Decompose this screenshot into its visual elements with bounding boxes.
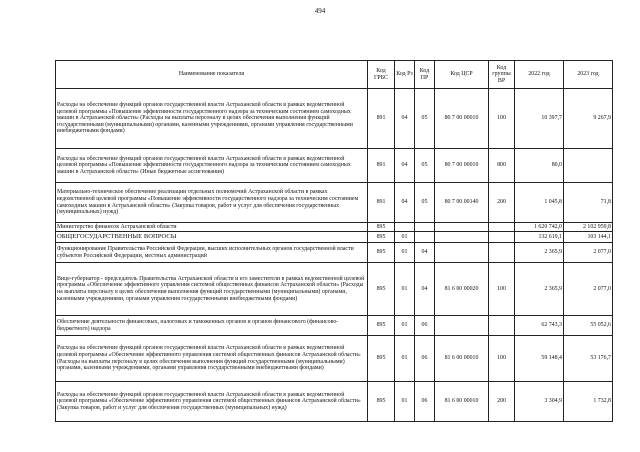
row-2022: 132 619,1 — [515, 232, 564, 243]
row-vr: 100 — [489, 89, 515, 149]
row-name: ОБЩЕГОСУДАРСТВЕННЫЕ ВОПРОСЫ — [56, 232, 368, 243]
row-2022: 2 365,9 — [515, 243, 564, 263]
row-vr: 100 — [489, 263, 515, 316]
table-row — [56, 263, 613, 316]
row-pr: 06 — [415, 336, 435, 382]
row-rz: 01 — [395, 316, 415, 336]
row-grbs: 895 — [368, 232, 395, 243]
row-2022: 62 743,3 — [515, 316, 564, 336]
header-rz: Код Рз — [395, 61, 415, 89]
row-rz: 04 — [395, 149, 415, 183]
header-vr: Код группы ВР — [489, 61, 515, 89]
row-grbs: 891 — [368, 149, 395, 183]
row-2022: 1 045,8 — [515, 183, 564, 223]
row-csr — [435, 316, 489, 336]
row-2023: 71,8 — [564, 183, 613, 223]
table-row — [56, 243, 613, 263]
row-grbs: 895 — [368, 382, 395, 422]
row-2023: 9 267,9 — [564, 89, 613, 149]
table-row — [56, 316, 613, 336]
row-pr — [415, 223, 435, 232]
row-grbs: 895 — [368, 336, 395, 382]
header-pr: Код ПР — [415, 61, 435, 89]
row-vr: 800 — [489, 149, 515, 183]
row-rz: 04 — [395, 89, 415, 149]
row-csr: 80 7 00 00010 — [435, 149, 489, 183]
budget-table — [55, 60, 613, 422]
row-2023: 53 176,7 — [564, 336, 613, 382]
table-row — [56, 149, 613, 183]
row-pr: 06 — [415, 316, 435, 336]
table-row — [56, 183, 613, 223]
header-name: Наименование показателя — [56, 61, 368, 89]
row-2023: 103 144,1 — [564, 232, 613, 243]
header-2023: 2023 год — [564, 61, 613, 89]
row-name: Обеспечение деятельности финансовых, налоговых и таможенных органов и органов финансового (финансово-бюджетного) надзора — [56, 316, 368, 336]
row-pr — [415, 232, 435, 243]
row-name: Вице-губернатор - председатель Правительства Астраханской области и его заместители в рамках ведомственной целевой программы «Обеспечение эффективного управления системой общественных финансов Астраханской области» (Расходы на выплаты персоналу в целях обеспечения выполнения функций государственными (муниципальными) органами, казенными учреждениями, органами управления государственными внебюджетными фондами) — [56, 263, 368, 316]
table-row — [56, 223, 613, 232]
row-rz: 01 — [395, 243, 415, 263]
row-pr: 05 — [415, 89, 435, 149]
table-row — [56, 382, 613, 422]
row-2022: 2 365,9 — [515, 263, 564, 316]
header-grbs: Код ГРБС — [368, 61, 395, 89]
row-csr — [435, 223, 489, 232]
row-vr: 200 — [489, 382, 515, 422]
row-rz: 01 — [395, 336, 415, 382]
row-rz: 01 — [395, 263, 415, 316]
row-grbs: 895 — [368, 263, 395, 316]
row-csr: 80 7 00 00010 — [435, 89, 489, 149]
row-2023: 55 052,6 — [564, 316, 613, 336]
row-name: Материально-техническое обеспечение реализации отдельных полномочий Астраханской области в рамках ведомственной целевой программы «Повышение эффективности государственного надзора за техническим состоянием самоходных машин в Астраханской области» (Закупка товаров, работ и услуг для обеспечения государственных (муниципальных) нужд) — [56, 183, 368, 223]
row-vr: 100 — [489, 336, 515, 382]
row-name: Расходы на обеспечение функций органов государственной власти Астраханской области в рамках ведомственной целевой программы «Повышение эффективности государственного надзора за техническим состоянием самоходных машин в Астраханской области» (Расходы на выплаты персоналу в целях обеспечения выполнения функций государственными (муниципальными) органами, казенными учреждениями, органами управления государственными внебюджетными фондами) — [56, 89, 368, 149]
row-2022: 10 397,7 — [515, 89, 564, 149]
table-header-row — [56, 61, 613, 89]
row-name: Расходы на обеспечение функций органов государственной власти Астраханской области в рамках ведомственной целевой программы «Повышение эффективности государственного надзора за техническим состоянием самоходных машин в Астраханской области» (Иные бюджетные ассигнования) — [56, 149, 368, 183]
header-csr: Код ЦСР — [435, 61, 489, 89]
row-vr: 200 — [489, 183, 515, 223]
row-2022: 3 304,9 — [515, 382, 564, 422]
row-rz — [395, 223, 415, 232]
row-csr: 81 6 00 00010 — [435, 382, 489, 422]
row-2022: 80,0 — [515, 149, 564, 183]
row-2023: 2 077,0 — [564, 263, 613, 316]
row-csr — [435, 243, 489, 263]
row-pr: 05 — [415, 183, 435, 223]
page-number: 494 — [314, 7, 326, 15]
header-2022: 2022 год — [515, 61, 564, 89]
row-2023 — [564, 149, 613, 183]
row-grbs: 895 — [368, 316, 395, 336]
row-csr: 81 6 00 00020 — [435, 263, 489, 316]
row-name: Расходы на обеспечение функций органов государственной власти Астраханской области в рамках ведомственной целевой программы «Обеспечение эффективного управления системой общественных финансов Астраханской области» (Расходы на выплаты персоналу в целях обеспечения выполнения функций государственными (муниципальными) органами, казенными учреждениями, органами управления государственными внебюджетными фондами) — [56, 336, 368, 382]
row-vr — [489, 232, 515, 243]
row-pr: 05 — [415, 149, 435, 183]
row-name: Функционирование Правительства Российской Федерации, высших исполнительных органов государственной власти субъектов Российской Федерации, местных администраций — [56, 243, 368, 263]
row-csr — [435, 232, 489, 243]
row-vr — [489, 243, 515, 263]
row-csr: 80 7 00 00140 — [435, 183, 489, 223]
row-2023: 1 732,8 — [564, 382, 613, 422]
row-rz: 01 — [395, 382, 415, 422]
row-vr — [489, 223, 515, 232]
row-csr: 81 6 00 00010 — [435, 336, 489, 382]
row-grbs: 891 — [368, 183, 395, 223]
row-2023: 2 077,0 — [564, 243, 613, 263]
row-rz: 04 — [395, 183, 415, 223]
row-vr — [489, 316, 515, 336]
row-grbs: 891 — [368, 89, 395, 149]
row-2023: 2 102 959,8 — [564, 223, 613, 232]
table-row — [56, 89, 613, 149]
row-pr: 06 — [415, 382, 435, 422]
row-grbs: 895 — [368, 243, 395, 263]
row-2022: 59 148,4 — [515, 336, 564, 382]
row-rz: 01 — [395, 232, 415, 243]
row-pr: 04 — [415, 263, 435, 316]
row-name: Расходы на обеспечение функций органов государственной власти Астраханской области в рамках ведомственной целевой программы «Обеспечение эффективного управления системой общественных финансов Астраханской области» (Закупка товаров, работ и услуг для обеспечения государственных (муниципальных) нужд) — [56, 382, 368, 422]
table-row — [56, 232, 613, 243]
row-name: Министерство финансов Астраханской области — [56, 223, 368, 232]
row-pr: 04 — [415, 243, 435, 263]
table-row — [56, 336, 613, 382]
row-2022: 1 620 742,0 — [515, 223, 564, 232]
row-grbs: 895 — [368, 223, 395, 232]
